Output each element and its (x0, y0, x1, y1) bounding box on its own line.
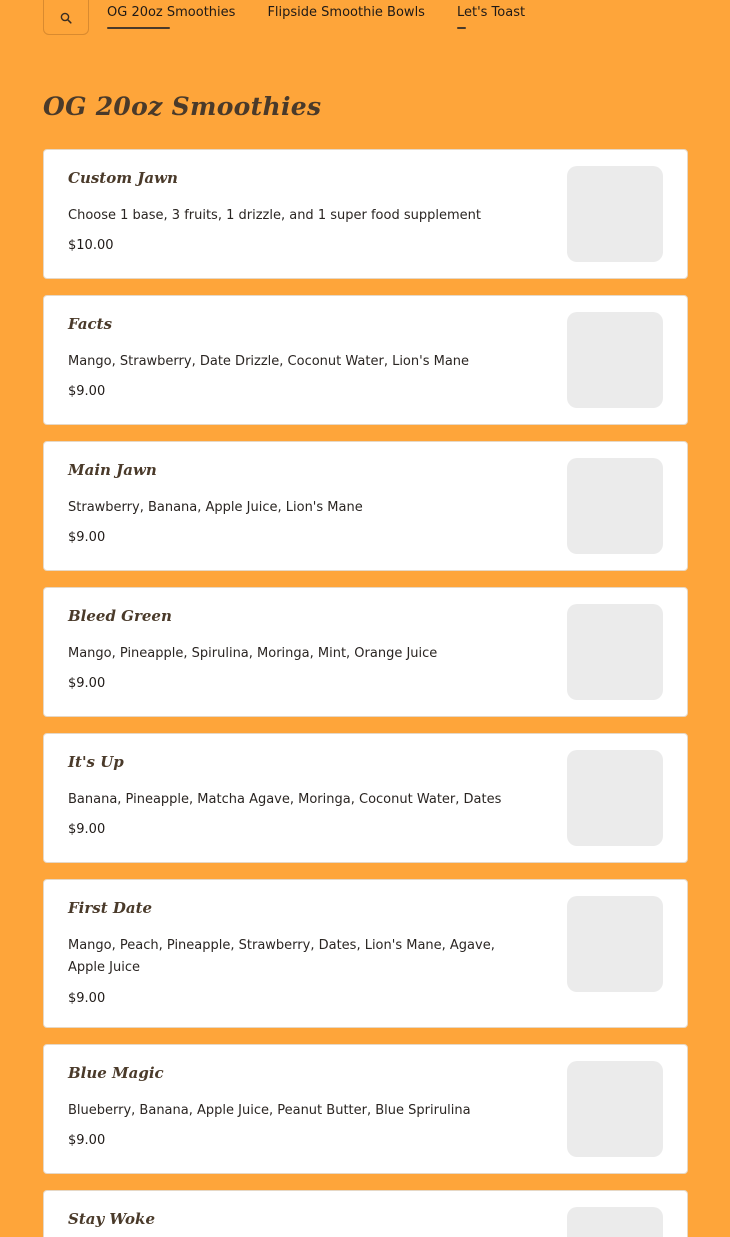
item-description: Strawberry, Banana, Apple Juice, Lion's Mane (68, 500, 363, 515)
item-image-placeholder (567, 458, 663, 554)
item-price: $9.00 (68, 676, 106, 691)
item-price: $10.00 (68, 238, 114, 253)
menu-item-card[interactable] (43, 441, 688, 571)
item-name: Facts (68, 315, 113, 333)
menu-item-card[interactable] (43, 149, 688, 279)
item-price: $9.00 (68, 822, 106, 837)
item-name: Bleed Green (68, 607, 172, 625)
item-name: It's Up (68, 753, 124, 771)
item-image-placeholder (567, 1061, 663, 1157)
item-price: $9.00 (68, 1133, 106, 1148)
tab-flipside-smoothie-bowls[interactable] (267, 5, 425, 20)
tab-label: Let's Toast (456, 5, 526, 20)
item-description: Mango, Strawberry, Date Drizzle, Coconut Water, Lion's Mane (68, 354, 470, 369)
item-description: Choose 1 base, 3 fruits, 1 drizzle, and 1 super food supplement (68, 208, 481, 223)
item-image-placeholder (567, 604, 663, 700)
item-name: Main Jawn (68, 461, 157, 479)
menu-item-card[interactable] (43, 587, 688, 717)
tab-underline (457, 27, 466, 29)
tab-lets-toast[interactable] (457, 5, 525, 20)
item-image-placeholder (567, 166, 663, 262)
item-price: $9.00 (68, 991, 106, 1006)
active-tab-underline (107, 27, 170, 29)
top-navigation (43, 0, 557, 37)
item-image-placeholder (567, 896, 663, 992)
item-price: $9.00 (68, 384, 106, 399)
item-image-placeholder (567, 750, 663, 846)
section-title: OG 20oz Smoothies (43, 92, 322, 121)
item-description: Mango, Peach, Pineapple, Strawberry, Dates, Lion's Mane, Agave, Apple Juice (68, 938, 495, 975)
menu-item-card[interactable] (43, 879, 688, 1028)
item-description: Banana, Pineapple, Matcha Agave, Moringa, Coconut Water, Dates (68, 792, 502, 807)
item-description: Mango, Pineapple, Spirulina, Moringa, Mint, Orange Juice (68, 646, 438, 661)
menu-item-card[interactable] (43, 1044, 688, 1174)
menu-item-card[interactable] (43, 1190, 688, 1237)
tab-label: OG 20oz Smoothies (107, 5, 236, 20)
item-name: Blue Magic (68, 1064, 164, 1082)
item-name: Stay Woke (68, 1210, 155, 1228)
category-tabs (107, 5, 557, 20)
item-price: $9.00 (68, 530, 106, 545)
search-icon (60, 12, 72, 24)
item-name: Custom Jawn (68, 169, 178, 187)
menu-item-card[interactable] (43, 295, 688, 425)
menu-item-card[interactable] (43, 733, 688, 863)
item-image-placeholder (567, 1207, 663, 1237)
tab-og-20oz-smoothies[interactable] (107, 5, 235, 20)
item-description: Blueberry, Banana, Apple Juice, Peanut Butter, Blue Sprirulina (68, 1103, 471, 1118)
item-image-placeholder (567, 312, 663, 408)
search-button[interactable] (43, 0, 89, 35)
tab-label: Flipside Smoothie Bowls (267, 5, 425, 20)
item-name: First Date (68, 899, 153, 917)
